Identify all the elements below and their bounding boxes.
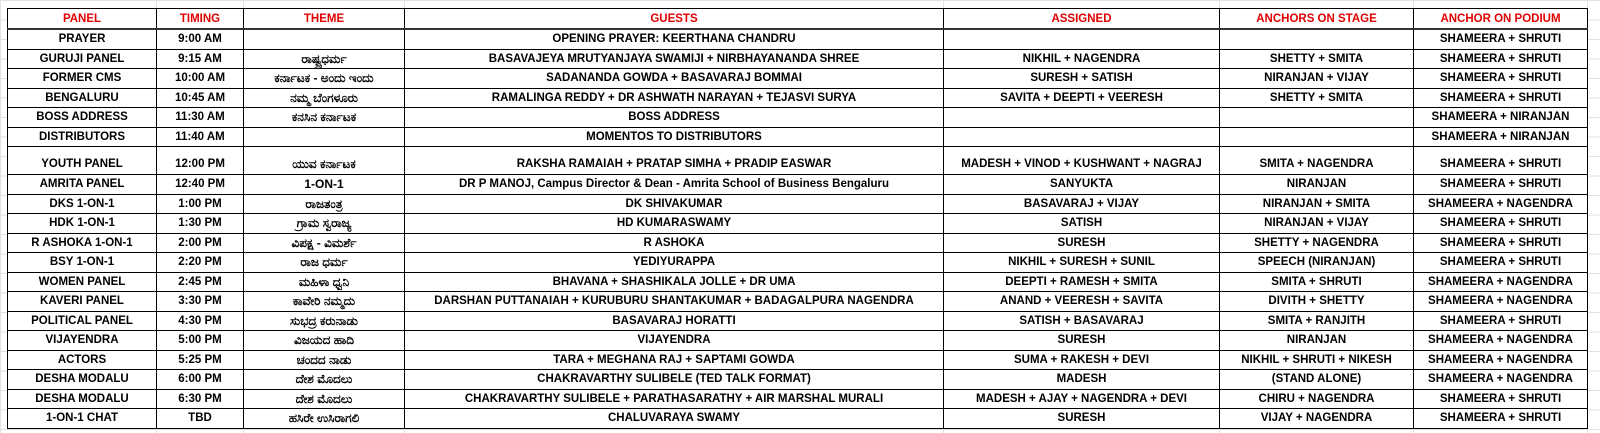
cell-assigned[interactable]: SATISH bbox=[944, 214, 1220, 234]
cell-theme[interactable]: ದೇಶ ಮೊದಲು bbox=[244, 389, 405, 409]
cell-guests[interactable]: CHAKRAVARTHY SULIBELE + PARATHASARATHY + AIR MARSHAL MURALI bbox=[405, 389, 944, 409]
cell-panel[interactable]: HDK 1-ON-1 bbox=[8, 214, 157, 234]
cell-guests[interactable]: BASAVAJEYA MRUTYANJAYA SWAMIJI + NIRBHAYANANDA SHREE bbox=[405, 49, 944, 69]
cell-theme[interactable]: ಯುವ ಕರ್ನಾಟಕ bbox=[244, 147, 405, 175]
cell-theme[interactable]: ರಾಷ್ಟ್ರಧರ್ಮ bbox=[244, 49, 405, 69]
cell-assigned[interactable]: SURESH bbox=[944, 409, 1220, 429]
cell-panel[interactable]: VIJAYENDRA bbox=[8, 331, 157, 351]
cell-anchor-on-podium[interactable]: SHAMEERA + SHRUTI bbox=[1414, 69, 1588, 89]
cell-theme[interactable]: ಕನಸಿನ ಕರ್ನಾಟಕ bbox=[244, 108, 405, 128]
cell-assigned[interactable]: NIKHIL + NAGENDRA bbox=[944, 49, 1220, 69]
cell-anchor-on-podium[interactable]: SHAMEERA + NAGENDRA bbox=[1414, 292, 1588, 312]
cell-timing[interactable]: 2:20 PM bbox=[157, 253, 244, 273]
cell-panel[interactable]: YOUTH PANEL bbox=[8, 147, 157, 175]
cell-anchor-on-podium[interactable]: SHAMEERA + SHRUTI bbox=[1414, 233, 1588, 253]
header-guests[interactable]: GUESTS bbox=[405, 9, 944, 30]
table-row bbox=[8, 292, 1588, 312]
cell-assigned[interactable]: ANAND + VEERESH + SAVITA bbox=[944, 292, 1220, 312]
table-row bbox=[8, 370, 1588, 390]
cell-anchors-on-stage[interactable]: SHETTY + NAGENDRA bbox=[1220, 233, 1414, 253]
cell-theme[interactable]: ನಮ್ಮ ಬೆಂಗಳೂರು bbox=[244, 88, 405, 108]
cell-theme[interactable] bbox=[244, 127, 405, 147]
cell-anchors-on-stage[interactable]: SMITA + NAGENDRA bbox=[1220, 147, 1414, 175]
cell-anchors-on-stage[interactable]: SMITA + SHRUTI bbox=[1220, 272, 1414, 292]
table-row bbox=[8, 311, 1588, 331]
table-body bbox=[8, 29, 1588, 428]
table-row bbox=[8, 69, 1588, 89]
cell-panel[interactable]: BSY 1-ON-1 bbox=[8, 253, 157, 273]
cell-anchor-on-podium[interactable]: SHAMEERA + SHRUTI bbox=[1414, 409, 1588, 429]
cell-theme[interactable]: ಕಾವೇರಿ ನಮ್ಮದು bbox=[244, 292, 405, 312]
cell-timing[interactable]: 11:30 AM bbox=[157, 108, 244, 128]
cell-assigned[interactable]: SUMA + RAKESH + DEVI bbox=[944, 350, 1220, 370]
cell-panel[interactable]: AMRITA PANEL bbox=[8, 175, 157, 195]
cell-panel[interactable]: KAVERI PANEL bbox=[8, 292, 157, 312]
cell-assigned[interactable]: MADESH + VINOD + KUSHWANT + NAGRAJ bbox=[944, 147, 1220, 175]
cell-anchors-on-stage[interactable] bbox=[1220, 127, 1414, 147]
cell-timing[interactable]: 9:00 AM bbox=[157, 29, 244, 49]
cell-panel[interactable]: ACTORS bbox=[8, 350, 157, 370]
cell-guests[interactable]: CHAKRAVARTHY SULIBELE (TED TALK FORMAT) bbox=[405, 370, 944, 390]
cell-anchors-on-stage[interactable]: NIRANJAN + SMITA bbox=[1220, 194, 1414, 214]
table-row bbox=[8, 389, 1588, 409]
table-row bbox=[8, 272, 1588, 292]
cell-assigned[interactable]: BASAVARAJ + VIJAY bbox=[944, 194, 1220, 214]
cell-timing[interactable]: 2:45 PM bbox=[157, 272, 244, 292]
cell-guests[interactable]: BOSS ADDRESS bbox=[405, 108, 944, 128]
cell-theme[interactable]: ಮಹಿಳಾ ಧ್ವನಿ bbox=[244, 272, 405, 292]
cell-anchor-on-podium[interactable]: SHAMEERA + SHRUTI bbox=[1414, 147, 1588, 175]
table-row bbox=[8, 108, 1588, 128]
cell-guests[interactable]: DK SHIVAKUMAR bbox=[405, 194, 944, 214]
cell-timing[interactable]: 11:40 AM bbox=[157, 127, 244, 147]
cell-panel[interactable]: DESHA MODALU bbox=[8, 370, 157, 390]
cell-timing[interactable]: 5:25 PM bbox=[157, 350, 244, 370]
cell-anchor-on-podium[interactable]: SHAMEERA + SHRUTI bbox=[1414, 175, 1588, 195]
cell-assigned[interactable]: NIKHIL + SURESH + SUNIL bbox=[944, 253, 1220, 273]
header-anchors-on-stage[interactable]: ANCHORS ON STAGE bbox=[1220, 9, 1414, 30]
cell-panel[interactable]: DISTRIBUTORS bbox=[8, 127, 157, 147]
cell-guests[interactable]: YEDIYURAPPA bbox=[405, 253, 944, 273]
header-panel[interactable]: PANEL bbox=[8, 9, 157, 30]
cell-assigned[interactable]: SAVITA + DEEPTI + VEERESH bbox=[944, 88, 1220, 108]
cell-panel[interactable]: 1-ON-1 CHAT bbox=[8, 409, 157, 429]
table-row bbox=[8, 409, 1588, 429]
cell-anchor-on-podium[interactable]: SHAMEERA + SHRUTI bbox=[1414, 389, 1588, 409]
cell-guests[interactable]: RAKSHA RAMAIAH + PRATAP SIMHA + PRADIP EASWAR bbox=[405, 147, 944, 175]
table-row bbox=[8, 331, 1588, 351]
cell-theme[interactable]: ಚಂದದ ನಾಡು bbox=[244, 350, 405, 370]
cell-guests[interactable]: BASAVARAJ HORATTI bbox=[405, 311, 944, 331]
cell-anchor-on-podium[interactable]: SHAMEERA + NIRANJAN bbox=[1414, 127, 1588, 147]
cell-timing[interactable]: 2:00 PM bbox=[157, 233, 244, 253]
cell-assigned[interactable]: MADESH + AJAY + NAGENDRA + DEVI bbox=[944, 389, 1220, 409]
header-assigned[interactable]: ASSIGNED bbox=[944, 9, 1220, 30]
cell-assigned[interactable]: SURESH bbox=[944, 233, 1220, 253]
cell-anchors-on-stage[interactable]: NIRANJAN bbox=[1220, 175, 1414, 195]
cell-guests[interactable]: HD KUMARASWAMY bbox=[405, 214, 944, 234]
cell-anchors-on-stage[interactable]: SHETTY + SMITA bbox=[1220, 88, 1414, 108]
cell-assigned[interactable]: SURESH bbox=[944, 331, 1220, 351]
cell-anchors-on-stage[interactable]: NIRANJAN + VIJAY bbox=[1220, 214, 1414, 234]
cell-anchor-on-podium[interactable]: SHAMEERA + SHRUTI bbox=[1414, 29, 1588, 49]
table-row bbox=[8, 175, 1588, 195]
cell-theme[interactable]: ರಾಜತಂತ್ರ bbox=[244, 194, 405, 214]
table-row bbox=[8, 350, 1588, 370]
cell-theme[interactable]: 1-ON-1 bbox=[244, 175, 405, 195]
cell-anchors-on-stage[interactable]: NIKHIL + SHRUTI + NIKESH bbox=[1220, 350, 1414, 370]
cell-guests[interactable]: SADANANDA GOWDA + BASAVARAJ BOMMAI bbox=[405, 69, 944, 89]
cell-anchors-on-stage[interactable]: SHETTY + SMITA bbox=[1220, 49, 1414, 69]
schedule-table bbox=[7, 8, 1588, 429]
table-row bbox=[8, 29, 1588, 49]
cell-assigned[interactable]: SURESH + SATISH bbox=[944, 69, 1220, 89]
cell-anchor-on-podium[interactable]: SHAMEERA + NAGENDRA bbox=[1414, 370, 1588, 390]
cell-timing[interactable]: 1:00 PM bbox=[157, 194, 244, 214]
cell-anchor-on-podium[interactable]: SHAMEERA + SHRUTI bbox=[1414, 253, 1588, 273]
cell-theme[interactable] bbox=[244, 29, 405, 49]
cell-panel[interactable]: WOMEN PANEL bbox=[8, 272, 157, 292]
cell-theme[interactable]: ರಾಜ ಧರ್ಮ bbox=[244, 253, 405, 273]
cell-panel[interactable]: R ASHOKA 1-ON-1 bbox=[8, 233, 157, 253]
cell-timing[interactable]: 10:00 AM bbox=[157, 69, 244, 89]
cell-anchor-on-podium[interactable]: SHAMEERA + NAGENDRA bbox=[1414, 331, 1588, 351]
cell-anchors-on-stage[interactable]: VIJAY + NAGENDRA bbox=[1220, 409, 1414, 429]
cell-timing[interactable]: 5:00 PM bbox=[157, 331, 244, 351]
cell-theme[interactable]: ದೇಶ ಮೊದಲು bbox=[244, 370, 405, 390]
cell-anchor-on-podium[interactable]: SHAMEERA + NIRANJAN bbox=[1414, 108, 1588, 128]
cell-anchor-on-podium[interactable]: SHAMEERA + NAGENDRA bbox=[1414, 272, 1588, 292]
cell-anchor-on-podium[interactable]: SHAMEERA + NAGENDRA bbox=[1414, 194, 1588, 214]
cell-guests[interactable]: RAMALINGA REDDY + DR ASHWATH NARAYAN + TEJASVI SURYA bbox=[405, 88, 944, 108]
cell-guests[interactable]: DR P MANOJ, Campus Director & Dean - Amrita School of Business Bengaluru bbox=[405, 175, 944, 195]
cell-anchors-on-stage[interactable]: (STAND ALONE) bbox=[1220, 370, 1414, 390]
cell-timing[interactable]: 4:30 PM bbox=[157, 311, 244, 331]
cell-timing[interactable]: 12:00 PM bbox=[157, 147, 244, 175]
table-row bbox=[8, 194, 1588, 214]
cell-theme[interactable]: ಹಸಿರೇ ಉಸಿರಾಗಲಿ bbox=[244, 409, 405, 429]
cell-anchors-on-stage[interactable]: SMITA + RANJITH bbox=[1220, 311, 1414, 331]
cell-theme[interactable]: ವಿಪಕ್ಷ - ವಿಮರ್ಶೆ bbox=[244, 233, 405, 253]
cell-anchors-on-stage[interactable]: NIRANJAN + VIJAY bbox=[1220, 69, 1414, 89]
cell-panel[interactable]: PRAYER bbox=[8, 29, 157, 49]
cell-panel[interactable]: BOSS ADDRESS bbox=[8, 108, 157, 128]
cell-assigned[interactable] bbox=[944, 127, 1220, 147]
cell-assigned[interactable] bbox=[944, 29, 1220, 49]
cell-theme[interactable]: ವಿಜಯದ ಹಾದಿ bbox=[244, 331, 405, 351]
cell-timing[interactable]: TBD bbox=[157, 409, 244, 429]
cell-panel[interactable]: DKS 1-ON-1 bbox=[8, 194, 157, 214]
cell-guests[interactable]: MOMENTOS TO DISTRIBUTORS bbox=[405, 127, 944, 147]
cell-theme[interactable]: ಕರ್ನಾಟಕ - ಅಂದು ಇಂದು bbox=[244, 69, 405, 89]
table-row bbox=[8, 147, 1588, 175]
table-row bbox=[8, 233, 1588, 253]
cell-anchor-on-podium[interactable]: SHAMEERA + SHRUTI bbox=[1414, 311, 1588, 331]
cell-guests[interactable]: DARSHAN PUTTANAIAH + KURUBURU SHANTAKUMAR + BADAGALPURA NAGENDRA bbox=[405, 292, 944, 312]
cell-guests[interactable]: CHALUVARAYA SWAMY bbox=[405, 409, 944, 429]
cell-panel[interactable]: GURUJI PANEL bbox=[8, 49, 157, 69]
cell-guests[interactable]: BHAVANA + SHASHIKALA JOLLE + DR UMA bbox=[405, 272, 944, 292]
cell-assigned[interactable]: SANYUKTA bbox=[944, 175, 1220, 195]
cell-theme[interactable]: ಸುಭದ್ರ ಕರುನಾಡು bbox=[244, 311, 405, 331]
table-row bbox=[8, 88, 1588, 108]
header-anchor-on-podium[interactable]: ANCHOR ON PODIUM bbox=[1414, 9, 1588, 30]
table-row bbox=[8, 253, 1588, 273]
cell-guests[interactable]: TARA + MEGHANA RAJ + SAPTAMI GOWDA bbox=[405, 350, 944, 370]
cell-anchors-on-stage[interactable]: DIVITH + SHETTY bbox=[1220, 292, 1414, 312]
table-row bbox=[8, 127, 1588, 147]
cell-timing[interactable]: 10:45 AM bbox=[157, 88, 244, 108]
cell-anchors-on-stage[interactable]: NIRANJAN bbox=[1220, 331, 1414, 351]
header-theme[interactable]: THEME bbox=[244, 9, 405, 30]
cell-theme[interactable]: ಗ್ರಾಮ ಸ್ವರಾಜ್ಯ bbox=[244, 214, 405, 234]
cell-anchors-on-stage[interactable] bbox=[1220, 29, 1414, 49]
cell-timing[interactable]: 9:15 AM bbox=[157, 49, 244, 69]
table-row bbox=[8, 214, 1588, 234]
cell-assigned[interactable]: MADESH bbox=[944, 370, 1220, 390]
cell-assigned[interactable]: SATISH + BASAVARAJ bbox=[944, 311, 1220, 331]
cell-anchors-on-stage[interactable]: CHIRU + NAGENDRA bbox=[1220, 389, 1414, 409]
cell-timing[interactable]: 12:40 PM bbox=[157, 175, 244, 195]
cell-assigned[interactable] bbox=[944, 108, 1220, 128]
cell-panel[interactable]: BENGALURU bbox=[8, 88, 157, 108]
header-row bbox=[8, 9, 1588, 30]
cell-panel[interactable]: DESHA MODALU bbox=[8, 389, 157, 409]
header-timing[interactable]: TIMING bbox=[157, 9, 244, 30]
cell-anchor-on-podium[interactable]: SHAMEERA + SHRUTI bbox=[1414, 49, 1588, 69]
cell-anchors-on-stage[interactable]: SPEECH (NIRANJAN) bbox=[1220, 253, 1414, 273]
cell-anchors-on-stage[interactable] bbox=[1220, 108, 1414, 128]
cell-panel[interactable]: POLITICAL PANEL bbox=[8, 311, 157, 331]
cell-timing[interactable]: 1:30 PM bbox=[157, 214, 244, 234]
table-row bbox=[8, 49, 1588, 69]
cell-anchor-on-podium[interactable]: SHAMEERA + NAGENDRA bbox=[1414, 350, 1588, 370]
cell-guests[interactable]: OPENING PRAYER: KEERTHANA CHANDRU bbox=[405, 29, 944, 49]
cell-assigned[interactable]: DEEPTI + RAMESH + SMITA bbox=[944, 272, 1220, 292]
cell-timing[interactable]: 6:30 PM bbox=[157, 389, 244, 409]
cell-timing[interactable]: 3:30 PM bbox=[157, 292, 244, 312]
cell-guests[interactable]: R ASHOKA bbox=[405, 233, 944, 253]
cell-timing[interactable]: 6:00 PM bbox=[157, 370, 244, 390]
cell-anchor-on-podium[interactable]: SHAMEERA + SHRUTI bbox=[1414, 88, 1588, 108]
cell-guests[interactable]: VIJAYENDRA bbox=[405, 331, 944, 351]
cell-panel[interactable]: FORMER CMS bbox=[8, 69, 157, 89]
cell-anchor-on-podium[interactable]: SHAMEERA + SHRUTI bbox=[1414, 214, 1588, 234]
